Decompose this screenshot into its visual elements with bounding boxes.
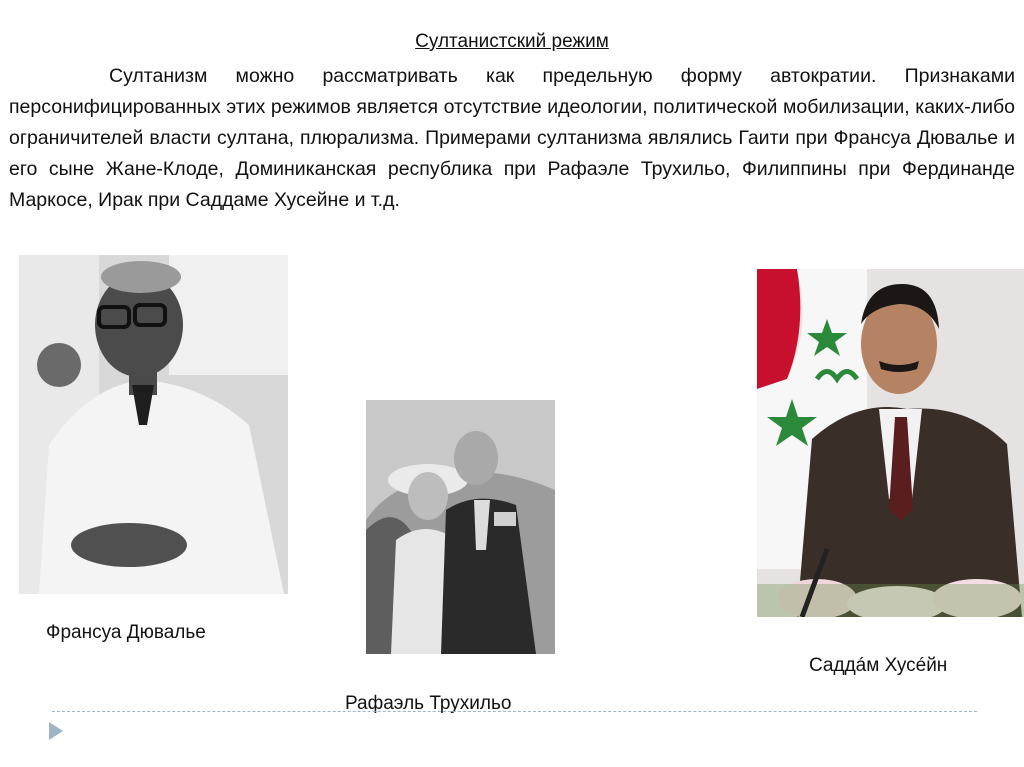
- caption-saddam-hussein: Саддáм Хусéйн: [809, 655, 948, 676]
- caption-rafael-trujillo: Рафаэль Трухильо: [345, 693, 512, 714]
- body-paragraph: Султанизм можно рассматривать как предельную форму автократии. Признаками персонифицированных этих режимов является отсутствие идеологии, политической мобилизации, каких-либо ограничителей власти султана, плюрализма. Примерами султанизма являлись Гаити при Франсуа Дювалье и его сыне Жане-Клоде, Доминиканская республика при Рафаэле Трухильо, Филиппины при Фердинанде Маркосе, Ирак при Саддаме Хусейне и т.д.: [9, 65, 1015, 211]
- slide-title: Султанистский режим: [415, 31, 609, 52]
- caption-francois-duvalier: Франсуа Дювалье: [46, 622, 206, 643]
- photo-rafael-trujillo: [366, 400, 555, 654]
- play-arrow-icon: [49, 722, 63, 740]
- photo-saddam-hussein: [757, 269, 1024, 617]
- photo-francois-duvalier: [19, 255, 288, 594]
- footer-divider-line: [52, 711, 977, 712]
